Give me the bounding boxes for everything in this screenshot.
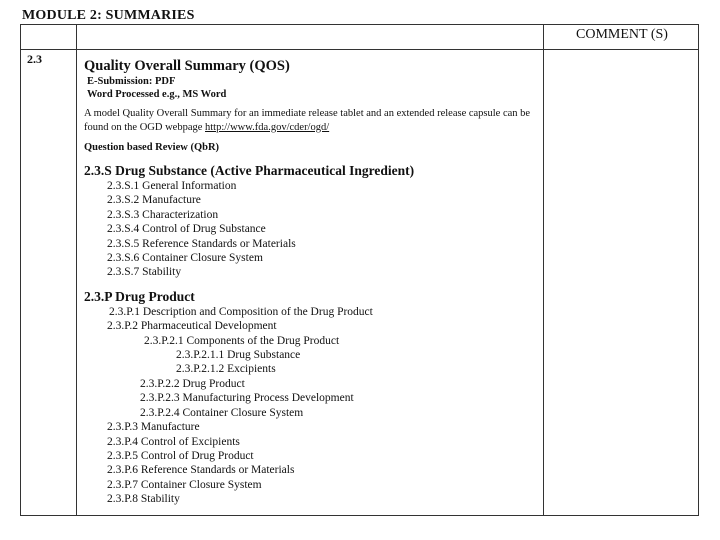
model-qos-paragraph	[84, 107, 539, 134]
qbr-label: Question based Review (QbR)	[84, 142, 220, 153]
list-item: 2.3.P.2.3 Manufacturing Process Development	[140, 392, 354, 405]
list-item: 2.3.P.4 Control of Excipients	[107, 435, 240, 448]
ogd-webpage-link[interactable]: http://www.fda.gov/cder/ogd/	[205, 121, 330, 133]
list-item: 2.3.S.1 General Information	[107, 180, 237, 192]
list-item: 2.3.S.2 Manufacture	[107, 194, 201, 207]
list-item: 2.3.P.2.1.1 Drug Substance	[176, 349, 301, 362]
section-content	[84, 57, 539, 507]
drug-product-title: 2.3.P Drug Product	[84, 288, 195, 304]
list-item: 2.3.P.2.4 Container Closure System	[140, 406, 304, 419]
list-item: 2.3.P.2 Pharmaceutical Development	[107, 320, 277, 333]
list-item: 2.3.S.3 Characterization	[107, 208, 219, 221]
header-row-divider	[21, 49, 698, 50]
word-processed-line: Word Processed e.g., MS Word	[87, 89, 227, 100]
qos-title: Quality Overall Summary (QOS)	[84, 58, 290, 74]
list-item: 2.3.S.7 Stability	[107, 266, 182, 279]
module-heading: MODULE 2: SUMMARIES	[22, 8, 195, 23]
drug-substance-title: 2.3.S Drug Substance (Active Pharmaceutical Ingredient)	[84, 163, 415, 178]
list-item: 2.3.P.3 Manufacture	[107, 421, 200, 434]
list-item: 2.3.P.2.1.2 Excipients	[176, 363, 276, 376]
list-item: 2.3.P.2.1 Components of the Drug Product	[144, 334, 340, 347]
list-item: 2.3.P.6 Reference Standards or Materials	[107, 464, 295, 477]
summary-table	[20, 24, 699, 516]
list-item: 2.3.P.1 Description and Composition of the Drug Product	[109, 305, 373, 318]
section-number: 2.3	[27, 52, 42, 66]
list-item: 2.3.P.2.2 Drug Product	[140, 377, 245, 390]
paragraph-text: A model Quality Overall Summary for an immediate release tablet and an extended release capsule can be found on the OGD webpage	[84, 108, 531, 133]
list-item: 2.3.P.8 Stability	[107, 493, 180, 506]
list-item: 2.3.P.7 Container Closure System	[107, 478, 262, 491]
list-item: 2.3.P.5 Control of Drug Product	[107, 449, 254, 462]
comment-column-header: COMMENT (S)	[576, 27, 668, 42]
e-submission-line: E-Submission: PDF	[87, 76, 176, 87]
list-item: 2.3.S.5 Reference Standards or Materials	[107, 237, 296, 250]
column-divider-right	[543, 25, 544, 515]
list-item: 2.3.S.6 Container Closure System	[107, 252, 263, 265]
list-item: 2.3.S.4 Control of Drug Substance	[107, 223, 266, 236]
column-divider-left	[76, 25, 77, 515]
